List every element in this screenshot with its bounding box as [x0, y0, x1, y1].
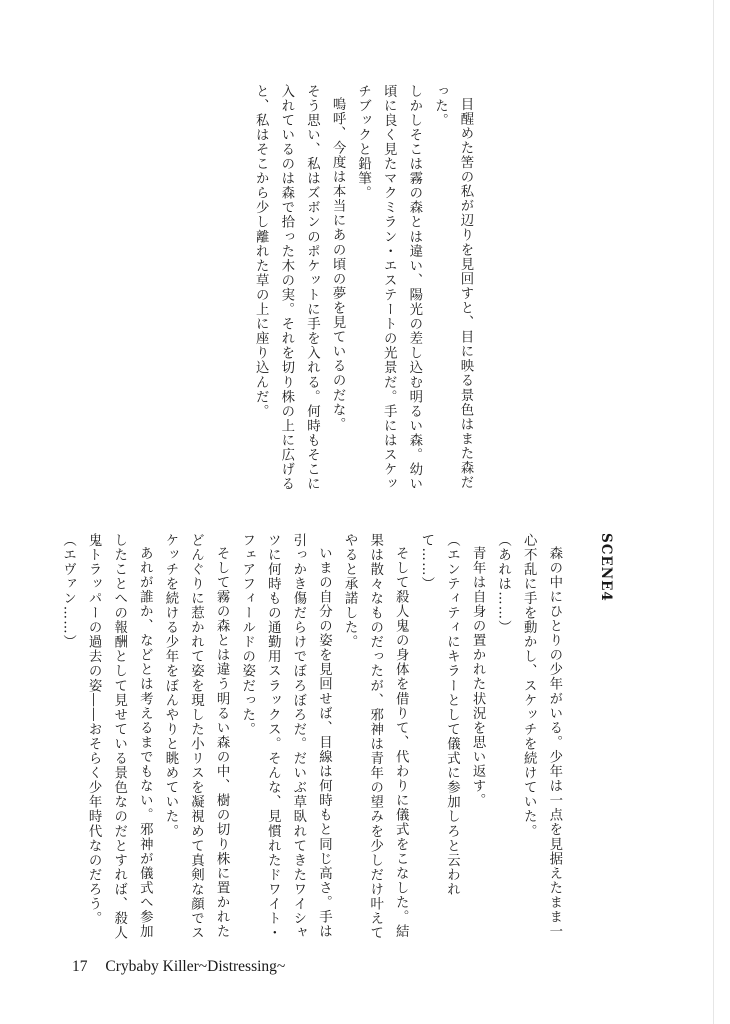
lower-paragraph-5: そして殺人鬼の身体を借りて、代わりに儀式をこなした。結果は散々なものだったが、邪神は青年の望みを少しだけ叶えてやると承諾した。 — [342, 533, 409, 941]
book-title: Crybaby Killer~Distressing~ — [105, 958, 286, 975]
upper-paragraph-3: 嗚呼、今度は本当にあの頃の夢を見ているのだな。 — [330, 97, 346, 433]
lower-paragraph-7: そして霧の森とは違う明るい森の中、樹の切り株に置かれたどんぐりに惹かれて姿を現した小リスを凝視めて真剣な顔でスケッチを続ける少年をぼんやりと眺めていた。 — [162, 533, 230, 941]
page-footer — [72, 958, 285, 976]
lower-paragraph-8: あれが誰か、などとは考えるまでもない。邪神が儀式へ参加したことへの報酬として見せている景色なのだとすれば、殺人鬼トラッパーの過去の姿――おそらく少年時代なのだろう。 — [86, 533, 153, 941]
upper-text-block — [248, 84, 478, 492]
upper-paragraph-1: 目醒めた筈の私が辺りを見回すと、目に映る景色はまた森だった。 — [432, 84, 473, 491]
lower-paragraph-1: 森の中にひとりの少年がいる。少年は一点を見据えたまま一心不乱に手を動かし、スケッチを続けていた。 — [521, 533, 562, 940]
heading-spacer — [567, 533, 593, 945]
scene-heading: SCENE4 — [598, 533, 614, 602]
upper-paragraph-2: しかしそこは霧の森とは違い、陽光の差し込む明るい森。幼い頃に良く見たマクミラン・エステートの光景だ。手にはスケッチブックと鉛筆。 — [355, 84, 422, 492]
lower-text-block — [55, 533, 618, 945]
page-edge — [713, 0, 730, 1024]
lower-paragraph-2: （あれは……） — [495, 533, 511, 635]
lower-paragraph-6: いまの自分の姿を見回せば、目線は何時もと同じ高さ。手は引っかき傷だらけでぼろぼろだ。だいぶ草臥れてきたワイシャツに何時もの通勤用スラックス。そんな、見慣れたドワイト・フェアフィールドの姿だった。 — [239, 533, 332, 941]
page-number: 17 — [72, 958, 88, 975]
lower-paragraph-3: 青年は自身の置かれた状況を思い返す。 — [470, 546, 486, 809]
lower-paragraph-9: （エヴァン……） — [60, 533, 76, 650]
lower-paragraph-4: （エンティティにキラーとして儀式に参加しろと云われて……） — [418, 533, 460, 897]
upper-paragraph-4: そう思い、私はズボンのポケットに手を入れる。何時もそこに入れているのは森で拾った木の実。それを切り株の上に広げると、私はそこから少し離れた草の上に座り込んだ。 — [253, 84, 320, 492]
